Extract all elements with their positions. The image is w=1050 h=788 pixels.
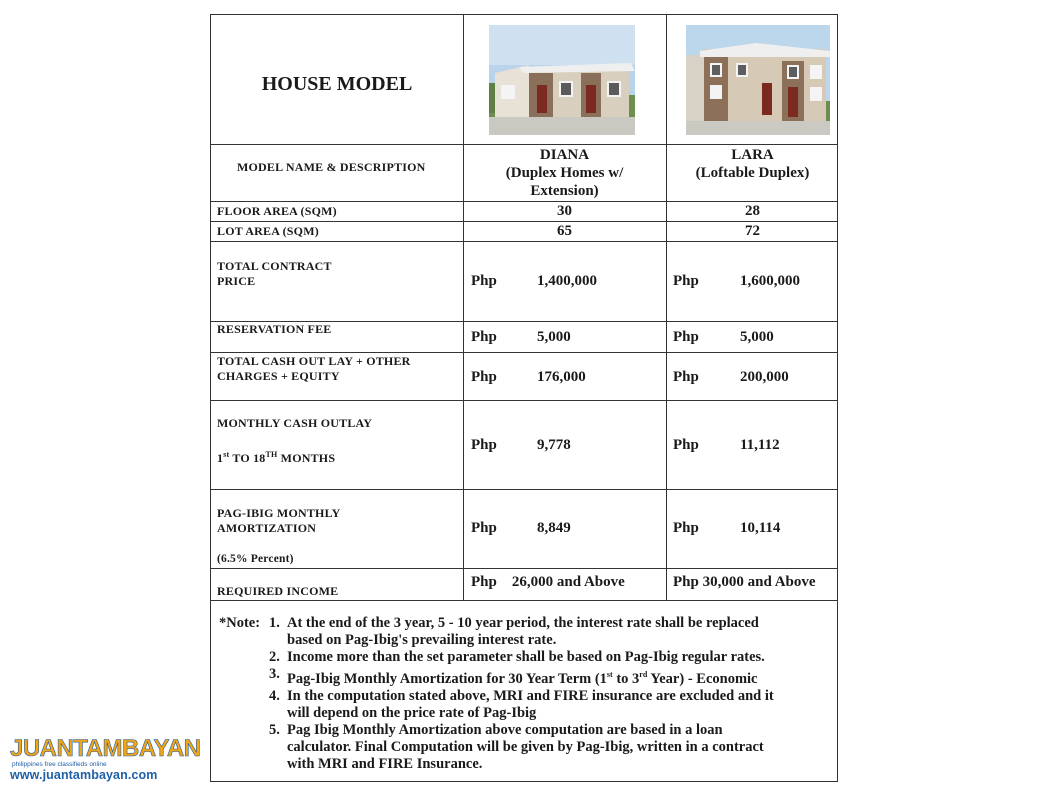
note-text: Income more than the set parameter shall be based on Pag-Ibig regular rates.: [287, 649, 765, 665]
note-text: Pag Ibig Monthly Amortization above computation are based in a loan: [287, 721, 723, 738]
row-divider: [211, 144, 837, 145]
note-number: 5.: [269, 721, 280, 738]
note-item: [219, 722, 831, 739]
range-unit: MONTHS: [277, 451, 336, 465]
row-divider: [211, 241, 837, 242]
label-pagibig-line1: PAG-IBIG MONTHLY: [217, 506, 341, 520]
label-monthly-cash-outlay: MONTHLY CASH OUTLAY: [217, 416, 373, 430]
note-number: 3.: [269, 666, 280, 682]
range-start: 1: [217, 451, 224, 465]
label-total-contract-price: [217, 259, 332, 289]
row-divider: [211, 221, 837, 222]
brand-logo: JUANTAMBAYAN: [10, 735, 201, 762]
house-model-table: [210, 14, 838, 782]
note-item: [219, 666, 831, 688]
column-divider: [463, 15, 464, 600]
row-divider: [211, 489, 837, 490]
note-continuation: [219, 705, 831, 722]
diana-reservation-fee: 5,000: [537, 329, 571, 345]
diana-monthly-cash-outlay: 9,778: [537, 437, 571, 453]
lara-floor-area: 28: [745, 203, 760, 219]
note-text-part: Pag-Ibig Monthly Amortization for 30 Year Term (1: [287, 670, 607, 687]
note-text: based on Pag-Ibig's prevailing interest rate.: [287, 632, 557, 648]
lara-house-image: [686, 25, 830, 135]
label-tcp-line2: PRICE: [217, 274, 256, 288]
lara-lot-area: 72: [745, 223, 760, 239]
label-tcp-line1: TOTAL CONTRACT: [217, 259, 332, 273]
column-divider: [666, 15, 667, 600]
note-continuation: [219, 739, 831, 756]
diana-house-image: [489, 25, 635, 135]
lara-monthly-cash-outlay: 11,112: [740, 437, 780, 453]
lara-pagibig-amortization: 10,114: [740, 520, 781, 536]
row-divider: [211, 201, 837, 202]
currency-label: Php: [471, 437, 497, 453]
diana-pagibig-amortization: 8,849: [537, 520, 571, 536]
currency-label: Php: [471, 273, 497, 289]
label-floor-area: FLOOR AREA (SQM): [217, 204, 337, 218]
brand-url: www.juantambayan.com: [10, 768, 158, 782]
note-text: calculator. Final Computation will be given by Pag-Ibig, written in a contract: [287, 738, 764, 755]
row-divider: [211, 600, 837, 601]
label-required-income: REQUIRED INCOME: [217, 584, 339, 598]
diana-tcp: 1,400,000: [537, 273, 597, 289]
note-text: with MRI and FIRE Insurance.: [287, 755, 483, 772]
label-pagibig-amortization: [217, 506, 341, 536]
currency-label: Php: [673, 437, 699, 453]
label-pagibig-line2: AMORTIZATION: [217, 521, 317, 535]
note-text-part: Year) - Economic: [647, 670, 758, 687]
brand-tagline: philippines free classifieds online: [12, 761, 107, 768]
notes-section: [219, 615, 831, 773]
model-lara-desc-line1: (Loftable Duplex): [695, 165, 810, 181]
diana-required-income: Php 26,000 and Above: [471, 574, 625, 590]
note-sup: st: [606, 670, 613, 679]
model-lara-description: [666, 146, 839, 182]
label-cash-out-line2: CHARGES + EQUITY: [217, 369, 340, 383]
range-start-suffix: st: [223, 450, 230, 459]
note-number: 2.: [269, 649, 280, 665]
model-diana-name: DIANA: [539, 147, 590, 163]
currency-label: Php: [471, 520, 497, 536]
label-pagibig-rate: (6.5% Percent): [217, 553, 294, 565]
row-divider: [211, 352, 837, 353]
label-reservation-fee: RESERVATION FEE: [217, 322, 332, 336]
label-cash-out-line1: TOTAL CASH OUT LAY + OTHER: [217, 354, 411, 368]
row-divider: [211, 568, 837, 569]
note-continuation: [219, 632, 831, 649]
page-title: HOUSE MODEL: [261, 73, 413, 95]
currency-label: Php: [673, 520, 699, 536]
lara-tcp: 1,600,000: [740, 273, 800, 289]
label-model-name: MODEL NAME & DESCRIPTION: [237, 160, 426, 174]
notes-prefix: *Note:: [219, 615, 261, 631]
diana-cash-out: 176,000: [537, 369, 586, 385]
range-end-suffix: TH: [265, 450, 278, 459]
row-divider: [211, 400, 837, 401]
note-text: At the end of the 3 year, 5 - 10 year period, the interest rate shall be replaced: [287, 615, 759, 631]
diana-floor-area: 30: [557, 203, 572, 219]
lara-reservation-fee: 5,000: [740, 329, 774, 345]
note-number: 4.: [269, 687, 280, 704]
range-end: TO 18: [229, 451, 266, 465]
lara-required-income: Php 30,000 and Above: [673, 574, 816, 590]
model-diana-desc-line1: (Duplex Homes w/: [505, 165, 624, 181]
model-diana-description: [463, 146, 666, 200]
note-item: [219, 649, 831, 666]
note-continuation: [219, 756, 831, 773]
model-diana-desc-line2: Extension): [530, 183, 599, 199]
label-monthly-range: [217, 447, 335, 466]
note-item: [219, 615, 831, 632]
note-text: [287, 666, 758, 688]
note-sup: rd: [639, 670, 648, 679]
juantambayan-watermark: [10, 735, 201, 785]
diana-lot-area: 65: [557, 223, 572, 239]
label-total-cash-out: [217, 354, 411, 384]
currency-label: Php: [673, 273, 699, 289]
currency-label: Php: [471, 329, 497, 345]
note-text-part: to 3: [612, 670, 640, 687]
note-text: will depend on the price rate of Pag-Ibig: [287, 704, 537, 721]
note-text: In the computation stated above, MRI and FIRE insurance are excluded and it: [287, 687, 774, 704]
note-number: 1.: [269, 615, 280, 631]
currency-label: Php: [673, 369, 699, 385]
lara-cash-out: 200,000: [740, 369, 789, 385]
label-lot-area: LOT AREA (SQM): [217, 224, 319, 238]
model-lara-name: LARA: [731, 147, 774, 163]
note-item: [219, 688, 831, 705]
currency-label: Php: [471, 369, 497, 385]
currency-label: Php: [673, 329, 699, 345]
